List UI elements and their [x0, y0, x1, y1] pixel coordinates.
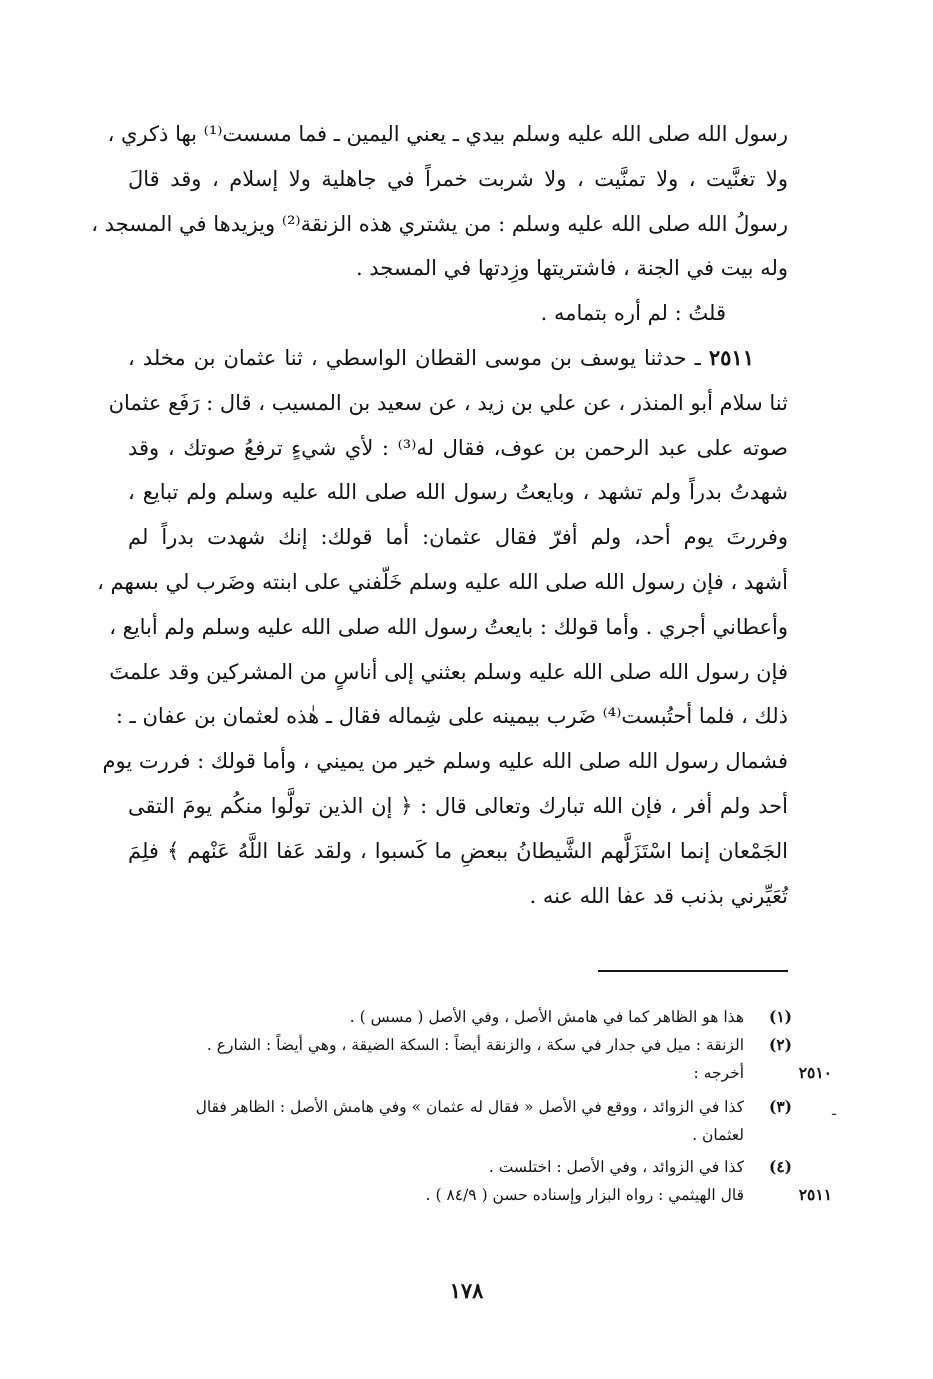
hadith-line: أحد ولم أفر ، فإن الله تبارك وتعالى قال : ﴿ إن الذين تولَّوا منكُم يومَ التقى	[128, 793, 788, 818]
footnote-text: قال الهيثمي : رواه البزار وإسناده حسن ( ٨٤/٩ ) .	[425, 1186, 744, 1204]
takhrij-note	[120, 1181, 832, 1209]
text-line: وله بيت في الجنة ، فاشتريتها وزِدتها في المسجد .	[355, 256, 788, 281]
hadith-line: الجَمْعان إنما اسْتَزَلَّهم الشَّيطانُ ببعضِ ما كَسبوا ، ولقد عَفا اللَّهُ عَنْهم ﴾ فلِمَ	[128, 838, 788, 863]
hadith-line: فشمال رسول الله صلى الله عليه وسلم خير من يميني ، وأما قولك : فررت يوم	[102, 749, 788, 774]
footnote-number: (٢)	[768, 1035, 792, 1054]
footnote	[120, 1153, 792, 1181]
hadith-line: صوته على عبد الرحمن بن عوف، فقال له⁽³⁾ : لأي شيءٍ ترفعُ صوتك ، وقد	[128, 435, 788, 460]
footnote-text: هذا هو الظاهر كما في هامش الأصل ، وفي الأصل ( مسس ) .	[349, 1008, 744, 1026]
text-line: ولا تغنَّيت ، ولا تمنَّيت ، ولا شربت خمراً في جاهلية ولا إسلام ، وقد قالَ	[128, 166, 788, 191]
footnote-text: الزنقة : ميل في جدار في سكة ، والزنقة أيضاً : السكة الضيقة ، وهي أيضاً : الشارع .	[206, 1036, 744, 1054]
takhrij-note	[120, 1059, 832, 1087]
margin-mark: ـ	[832, 1103, 837, 1119]
footnote	[120, 1031, 792, 1059]
footnote-text: أخرجه :	[693, 1064, 744, 1082]
footnote	[120, 1003, 792, 1031]
hadith-line: ـ حدثنا يوسف بن موسى القطان الواسطي ، ثنا عثمان بن مخلد ،	[128, 345, 701, 370]
page-number: ١٧٨	[449, 1278, 484, 1303]
footnote-number: (٣)	[768, 1097, 792, 1116]
hadith-line: ثنا سلام أبو المنذر ، عن علي بن زيد ، عن سعيد بن المسيب ، قال : رَفَع عثمان	[108, 390, 788, 415]
footnote-line: لعثمان .	[692, 1126, 744, 1144]
main-text	[91, 112, 788, 918]
hadith-line: فإن رسول الله صلى الله عليه وسلم بعثني إلى أناسٍ من المشركين وقد علمتَ	[109, 659, 788, 684]
hadith-line: ذلك ، فلما أحتُبست⁽⁴⁾ ضَرب بيمينه على شِماله فقال ـ هٰذه لعثمان بن عفان ـ :	[115, 704, 788, 729]
hadith-line: شهدتُ بدراً ولم تشهد ، وبايعتُ رسول الله صلى الله عليه وسلم ولم تبايع ،	[128, 480, 788, 505]
text-line: قلتُ : لم أره بتمامه .	[540, 301, 726, 326]
text-line: رسولُ الله صلى الله عليه وسلم : من يشتري هذه الزنقة⁽²⁾ ويزيدها في المسجد ،	[91, 211, 788, 236]
footnote-separator	[598, 970, 788, 972]
footnote-text: كذا في الزوائد ، وفي الأصل : اختلست .	[488, 1158, 744, 1176]
footnote-line: كذا في الزوائد ، ووقع في الأصل « فقال له عثمان » وفي هامش الأصل : الظاهر فقال	[195, 1098, 744, 1116]
hadith-line: وفررتَ يوم أحد، ولم أفرّ فقال عثمان: أما قولك: إنك شهدت بدراً لم	[128, 525, 788, 550]
footnote-text	[120, 1093, 744, 1149]
text-line: رسول الله صلى الله عليه وسلم بيدي ـ يعني اليمين ـ فما مسست⁽¹⁾ بها ذكري ،	[107, 122, 788, 146]
hadith-ref-number: ٢٥١١	[798, 1185, 832, 1204]
footnotes	[120, 1003, 832, 1209]
footnote-number: (١)	[768, 1007, 792, 1026]
footnote	[120, 1093, 792, 1149]
footnote-number: (٤)	[768, 1157, 792, 1176]
hadith-first-line	[128, 336, 788, 381]
hadith-line: أشهد ، فإن رسول الله صلى الله عليه وسلم خَلّفني على ابنته وضَرب لي بسهم ،	[97, 569, 788, 594]
hadith-line: تُعَيِّرني بذنب قد عفا الله عنه .	[529, 883, 788, 908]
hadith-number: ٢٥١١	[708, 344, 754, 370]
hadith-line: وأعطاني أجري . وأما قولك : بايعتُ رسول الله صلى الله عليه وسلم ولم أبايع ،	[109, 614, 788, 639]
hadith-ref-number: ٢٥١٠	[798, 1063, 832, 1082]
